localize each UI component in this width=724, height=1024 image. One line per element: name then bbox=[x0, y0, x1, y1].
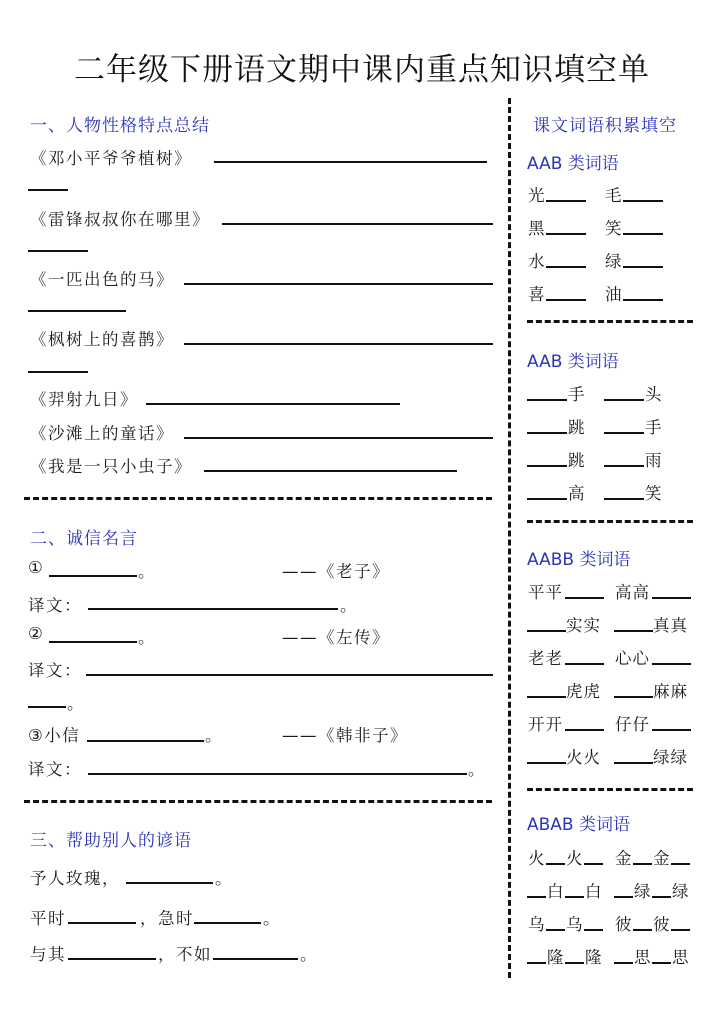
word-char: 乌 bbox=[528, 915, 546, 934]
answer-blank[interactable] bbox=[184, 343, 493, 345]
word-chars: 火火 bbox=[566, 748, 601, 767]
answer-blank[interactable] bbox=[565, 896, 584, 898]
word-char: 高 bbox=[568, 484, 586, 503]
group-heading-aab-2: AAB 类词语 bbox=[527, 352, 619, 372]
word-char: 火 bbox=[566, 849, 584, 868]
group-heading-aabb: AABB 类词语 bbox=[527, 550, 631, 570]
quote-number: ① bbox=[28, 558, 45, 577]
answer-blank[interactable] bbox=[614, 630, 653, 632]
word-char: 笑 bbox=[645, 484, 663, 503]
answer-blank[interactable] bbox=[604, 399, 644, 401]
period: 。 bbox=[205, 726, 223, 745]
answer-blank[interactable] bbox=[213, 958, 298, 960]
answer-blank[interactable] bbox=[546, 863, 565, 865]
word-chars: 实实 bbox=[566, 616, 601, 635]
answer-blank[interactable] bbox=[565, 729, 604, 731]
word-chars: 心心 bbox=[615, 649, 650, 668]
answer-blank[interactable] bbox=[527, 696, 566, 698]
section2-heading: 二、诚信名言 bbox=[30, 529, 138, 549]
translation-label: 译文： bbox=[28, 760, 82, 779]
word-char: 黑 bbox=[528, 219, 546, 238]
proverb-text: ，急时 bbox=[140, 909, 194, 928]
answer-blank[interactable] bbox=[527, 896, 546, 898]
answer-blank[interactable] bbox=[614, 762, 653, 764]
proverb-text: ，不如 bbox=[158, 945, 212, 964]
answer-blank[interactable] bbox=[633, 929, 652, 931]
word-char: 白 bbox=[585, 882, 603, 901]
section1-heading: 一、人物性格特点总结 bbox=[30, 116, 210, 136]
answer-blank[interactable] bbox=[604, 432, 644, 434]
item-label: 《我是一只小虫子》 bbox=[30, 457, 192, 476]
quote-source: ——《老子》 bbox=[282, 562, 390, 581]
answer-blank[interactable] bbox=[527, 465, 567, 467]
answer-blank[interactable] bbox=[614, 696, 653, 698]
word-char: 跳 bbox=[568, 418, 586, 437]
word-char: 手 bbox=[645, 418, 663, 437]
quote-number: ② bbox=[28, 624, 45, 643]
word-chars: 开开 bbox=[528, 715, 563, 734]
period: 。 bbox=[263, 909, 281, 928]
answer-blank[interactable] bbox=[623, 233, 663, 235]
group-heading-aab: AAB 类词语 bbox=[527, 154, 619, 174]
answer-blank[interactable] bbox=[527, 962, 546, 964]
answer-blank[interactable] bbox=[584, 863, 603, 865]
answer-blank[interactable] bbox=[194, 922, 261, 924]
answer-blank[interactable] bbox=[527, 762, 566, 764]
answer-blank[interactable] bbox=[614, 962, 633, 964]
word-chars: 老老 bbox=[528, 649, 563, 668]
period: 。 bbox=[468, 760, 486, 779]
item-label: 《枫树上的喜鹊》 bbox=[30, 330, 174, 349]
answer-blank[interactable] bbox=[546, 299, 586, 301]
word-char: 头 bbox=[645, 385, 663, 404]
translation-label: 译文： bbox=[28, 596, 82, 615]
answer-blank[interactable] bbox=[527, 630, 566, 632]
answer-blank[interactable] bbox=[214, 161, 487, 163]
word-chars: 仔仔 bbox=[615, 715, 650, 734]
answer-blank[interactable] bbox=[565, 663, 604, 665]
period: 。 bbox=[215, 869, 233, 888]
period: 。 bbox=[138, 562, 156, 581]
answer-blank[interactable] bbox=[652, 597, 691, 599]
word-char: 思 bbox=[672, 948, 690, 967]
answer-blank[interactable] bbox=[86, 674, 493, 676]
word-char: 金 bbox=[653, 849, 671, 868]
answer-blank[interactable] bbox=[126, 882, 213, 884]
right-heading: 课文词语积累填空 bbox=[533, 116, 677, 136]
word-char: 跳 bbox=[568, 451, 586, 470]
answer-blank[interactable] bbox=[68, 958, 156, 960]
item-label: 《一匹出色的马》 bbox=[30, 270, 174, 289]
word-chars: 平平 bbox=[528, 583, 563, 602]
proverb-text: 予人玫瑰， bbox=[30, 869, 120, 888]
word-char: 乌 bbox=[566, 915, 584, 934]
proverb-text: 与其 bbox=[30, 945, 66, 964]
word-char: 彼 bbox=[615, 915, 633, 934]
answer-blank[interactable] bbox=[614, 896, 633, 898]
answer-blank[interactable] bbox=[146, 403, 400, 405]
answer-blank[interactable] bbox=[671, 863, 690, 865]
answer-blank[interactable] bbox=[527, 498, 567, 500]
answer-blank[interactable] bbox=[49, 575, 137, 577]
word-char: 光 bbox=[528, 186, 546, 205]
answer-blank[interactable] bbox=[546, 266, 586, 268]
answer-blank[interactable] bbox=[565, 962, 584, 964]
word-char: 金 bbox=[615, 849, 633, 868]
answer-blank[interactable] bbox=[623, 299, 663, 301]
quote-source: ——《左传》 bbox=[282, 628, 390, 647]
quote-source: ——《韩非子》 bbox=[282, 726, 408, 745]
answer-blank[interactable] bbox=[222, 223, 493, 225]
answer-blank[interactable] bbox=[546, 200, 586, 202]
column-divider bbox=[508, 98, 511, 978]
answer-blank[interactable] bbox=[623, 266, 663, 268]
answer-blank[interactable] bbox=[527, 399, 567, 401]
answer-blank[interactable] bbox=[87, 740, 204, 742]
answer-blank[interactable] bbox=[604, 498, 644, 500]
word-char: 水 bbox=[528, 252, 546, 271]
word-char: 油 bbox=[605, 285, 623, 304]
item-label: 《羿射九日》 bbox=[30, 390, 138, 409]
answer-blank[interactable] bbox=[204, 470, 457, 472]
answer-blank[interactable] bbox=[28, 371, 88, 373]
period: 。 bbox=[340, 596, 358, 615]
section-divider bbox=[527, 520, 693, 523]
answer-blank[interactable] bbox=[28, 310, 126, 312]
answer-blank[interactable] bbox=[184, 283, 493, 285]
word-char: 喜 bbox=[528, 285, 546, 304]
word-char: 白 bbox=[547, 882, 565, 901]
answer-blank[interactable] bbox=[652, 663, 691, 665]
item-label: 《邓小平爷爷植树》 bbox=[30, 149, 192, 168]
answer-blank[interactable] bbox=[565, 597, 604, 599]
answer-blank[interactable] bbox=[49, 641, 137, 643]
word-chars: 虎虎 bbox=[566, 682, 601, 701]
answer-blank[interactable] bbox=[88, 773, 467, 775]
answer-blank[interactable] bbox=[671, 929, 690, 931]
answer-blank[interactable] bbox=[633, 863, 652, 865]
answer-blank[interactable] bbox=[88, 608, 338, 610]
word-char: 雨 bbox=[645, 451, 663, 470]
word-char: 毛 bbox=[605, 186, 623, 205]
answer-blank[interactable] bbox=[652, 962, 671, 964]
answer-blank[interactable] bbox=[604, 465, 644, 467]
word-char: 绿 bbox=[634, 882, 652, 901]
period: 。 bbox=[300, 945, 318, 964]
word-chars: 真真 bbox=[653, 616, 688, 635]
answer-blank[interactable] bbox=[623, 200, 663, 202]
word-char: 隆 bbox=[585, 948, 603, 967]
section-divider bbox=[24, 800, 492, 803]
word-char: 思 bbox=[634, 948, 652, 967]
section-divider bbox=[24, 497, 492, 500]
answer-blank[interactable] bbox=[546, 233, 586, 235]
word-char: 火 bbox=[528, 849, 546, 868]
answer-blank[interactable] bbox=[28, 250, 88, 252]
item-label: 《雷锋叔叔你在哪里》 bbox=[30, 210, 210, 229]
word-char: 绿 bbox=[672, 882, 690, 901]
word-char: 隆 bbox=[547, 948, 565, 967]
page-title: 二年级下册语文期中课内重点知识填空单 bbox=[74, 52, 650, 88]
item-label: 《沙滩上的童话》 bbox=[30, 424, 174, 443]
proverb-text: 平时 bbox=[30, 909, 66, 928]
word-chars: 高高 bbox=[615, 583, 650, 602]
word-chars: 绿绿 bbox=[653, 748, 688, 767]
word-char: 彼 bbox=[653, 915, 671, 934]
section3-heading: 三、帮助别人的谚语 bbox=[30, 831, 192, 851]
answer-blank[interactable] bbox=[652, 729, 691, 731]
period: 。 bbox=[138, 628, 156, 647]
translation-label: 译文： bbox=[28, 661, 82, 680]
answer-blank[interactable] bbox=[527, 432, 567, 434]
section-divider bbox=[527, 320, 693, 323]
answer-blank[interactable] bbox=[28, 706, 66, 708]
group-heading-abab: ABAB 类词语 bbox=[527, 815, 630, 835]
quote-number: ③小信 bbox=[28, 726, 81, 745]
word-chars: 麻麻 bbox=[653, 682, 688, 701]
answer-blank[interactable] bbox=[28, 189, 68, 191]
answer-blank[interactable] bbox=[546, 929, 565, 931]
answer-blank[interactable] bbox=[184, 437, 493, 439]
period: 。 bbox=[67, 694, 85, 713]
word-char: 笑 bbox=[605, 219, 623, 238]
section-divider bbox=[527, 788, 693, 791]
answer-blank[interactable] bbox=[652, 896, 671, 898]
word-char: 绿 bbox=[605, 252, 623, 271]
word-char: 手 bbox=[568, 385, 586, 404]
answer-blank[interactable] bbox=[584, 929, 603, 931]
answer-blank[interactable] bbox=[68, 922, 136, 924]
